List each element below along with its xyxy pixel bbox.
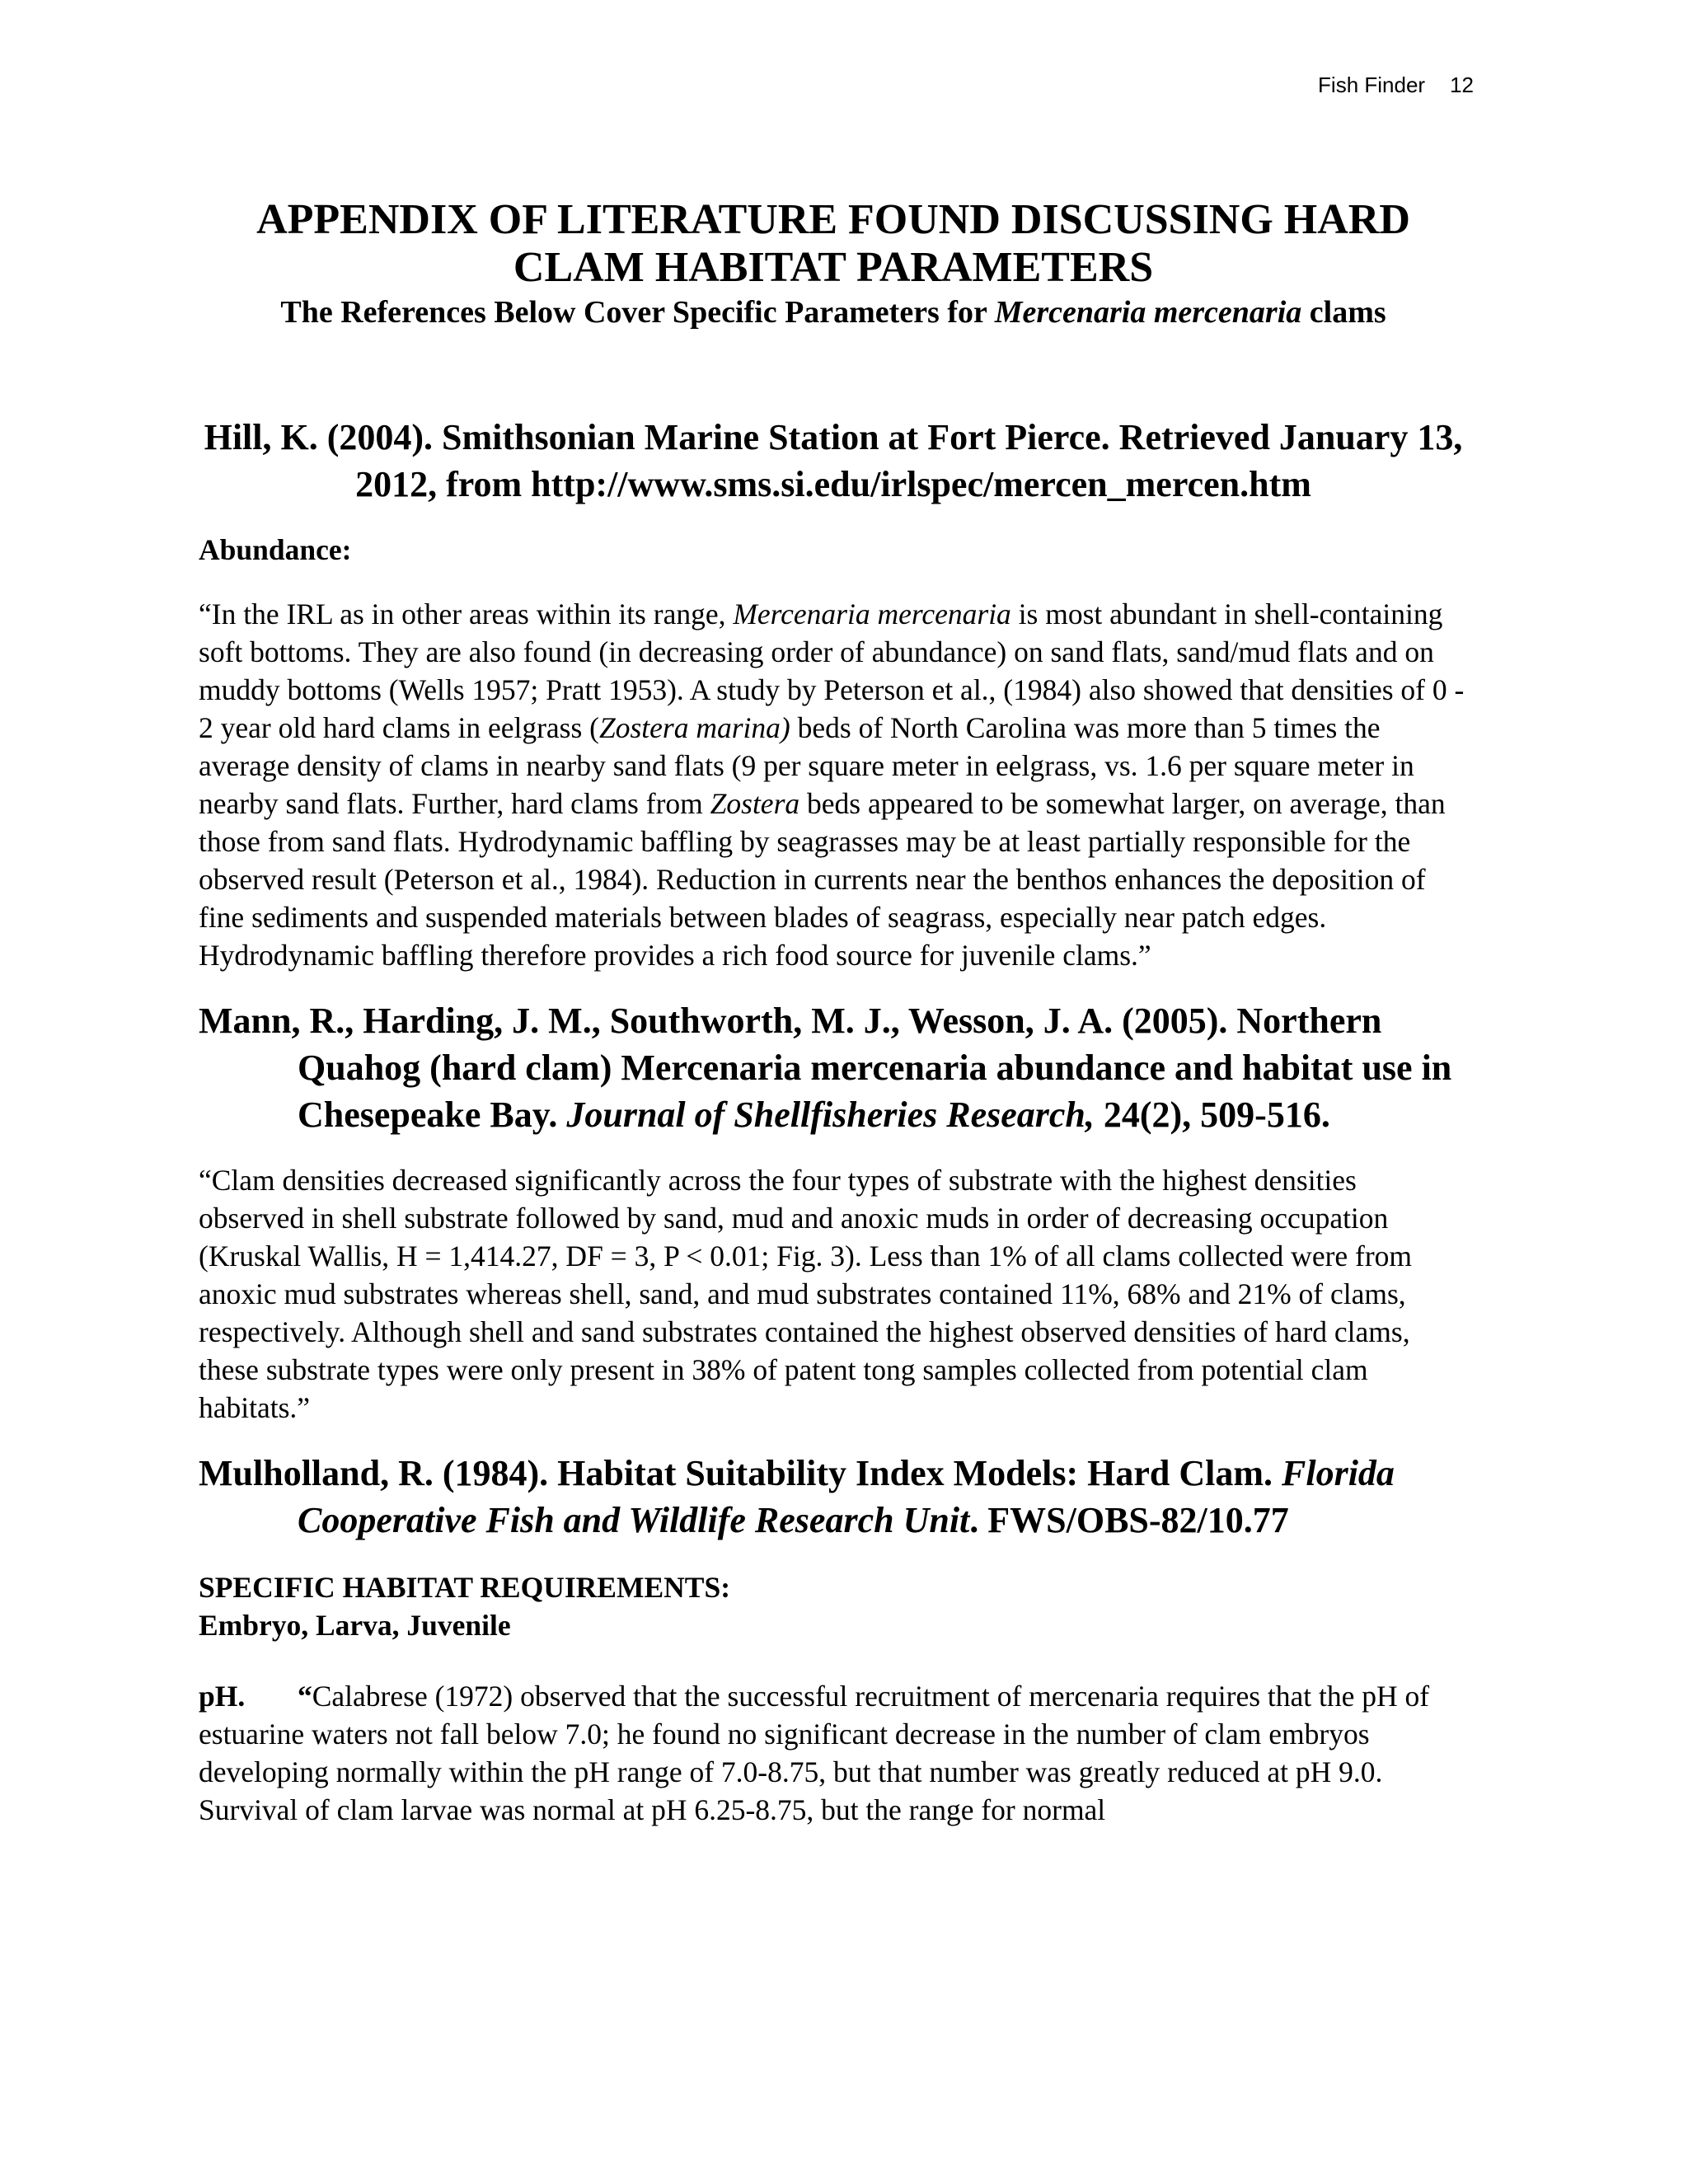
publisher-name: Florida Cooperative Fish and Wildlife Research Unit	[298, 1453, 1395, 1540]
quote-text: beds of North Carolina was more than 5 times the average density of clams in nearby sand flats (9 per square meter in eelgrass, vs. 1.6 per square meter in nearby sand flats. Further, hard clams from	[199, 711, 1414, 820]
mann-quote: “Clam densities decreased significantly across the four types of substrate with the highest densities observed in shell substrate followed by sand, mud and anoxic muds in order of decreasing occupation (Kruskal Wallis, H = 1,414.27, DF = 3, P < 0.01; Fig. 3). Less than 1% of all clams collected were from anoxic mud substrates whereas shell, sand, and mud substrates contained 11%, 68% and 21% of clams, respectively. Although shell and sand substrates contained the highest observed densities of hard clams, these substrate types were only present in 38% of patent tong samples collected from potential clam habitats.”	[199, 1164, 1413, 1424]
running-header	[1318, 73, 1474, 98]
title-line-2: CLAM HABITAT PARAMETERS	[513, 244, 1154, 291]
citation-text: 24(2), 509-516.	[1094, 1094, 1330, 1135]
ph-label: pH.	[199, 1680, 246, 1713]
abundance-heading: Abundance:	[199, 533, 352, 566]
species-name: Mercenaria mercenaria	[733, 598, 1011, 630]
quote-text: “In the IRL as in other areas within its range,	[199, 598, 734, 630]
citation-text: Mann, R., Harding, J. M., Southworth, M. J., Wesson, J. A. (2005). Northern Quahog (hard clam) Mercenaria mercenaria abundance and habitat use in Chesepeake Bay.	[199, 1001, 1452, 1135]
page-number: 12	[1450, 73, 1474, 97]
subtitle-species: Mercenaria mercenaria	[994, 295, 1302, 330]
journal-name: Journal of Shellfisheries Research,	[566, 1094, 1095, 1135]
quote-text: beds appeared to be somewhat larger, on average, than those from sand flats. Hydrodynamic baffling by seagrasses may be at least partially responsible for the observed result (Peterson et al., 1984). Reduction in currents near the benthos enhances the deposition of fine sediments and suspended materials between blades of seagrass, especially near patch edges. Hydrodynamic baffling therefore provides a rich food source for juvenile clams.”	[199, 787, 1446, 972]
open-quote: “	[298, 1680, 312, 1713]
subtitle-text-end: clams	[1301, 295, 1386, 330]
page-subtitle	[199, 293, 1468, 331]
citation-text: . FWS/OBS-82/10.77	[969, 1500, 1289, 1540]
subtitle-text: The References Below Cover Specific Parameters for	[280, 295, 995, 330]
reference-hill-2004: Hill, K. (2004). Smithsonian Marine Station at Fort Pierce. Retrieved January 13, 2012, from http://www.sms.si.edu/irlspec/mercen_mercen.htm	[204, 417, 1463, 504]
title-line-1: APPENDIX OF LITERATURE FOUND DISCUSSING HARD	[256, 196, 1410, 243]
hill-quote	[199, 595, 1468, 974]
ph-paragraph	[199, 1677, 1468, 1829]
species-name: Zostera marina)	[598, 711, 790, 744]
citation-text: Mulholland, R. (1984). Habitat Suitability Index Models: Hard Clam.	[199, 1453, 1282, 1493]
species-name: Zostera	[710, 787, 800, 820]
quote-text: is most abundant in shell-containing soft bottoms. They are also found (in decreasing order of abundance) on sand flats, sand/mud flats and on muddy bottoms (Wells 1957; Pratt 1953). A study by Peterson et al., (1984) also showed that densities of 0 - 2 year old hard clams in eelgrass (	[199, 598, 1465, 744]
reference-mann-2005	[199, 997, 1468, 1138]
page-content	[199, 196, 1468, 1829]
running-title: Fish Finder	[1318, 73, 1426, 97]
reference-mulholland-1984	[199, 1450, 1468, 1544]
life-stages-heading: Embryo, Larva, Juvenile	[199, 1609, 511, 1642]
requirements-heading: SPECIFIC HABITAT REQUIREMENTS:	[199, 1571, 731, 1604]
page-title	[199, 196, 1468, 292]
ph-text: Calabrese (1972) observed that the successful recruitment of mercenaria requires that the pH of estuarine waters not fall below 7.0; he found no significant decrease in the number of clam embryos developing normally within the pH range of 7.0-8.75, but that number was greatly reduced at pH 9.0. Survival of clam larvae was normal at pH 6.25-8.75, but the range for normal	[199, 1680, 1430, 1826]
